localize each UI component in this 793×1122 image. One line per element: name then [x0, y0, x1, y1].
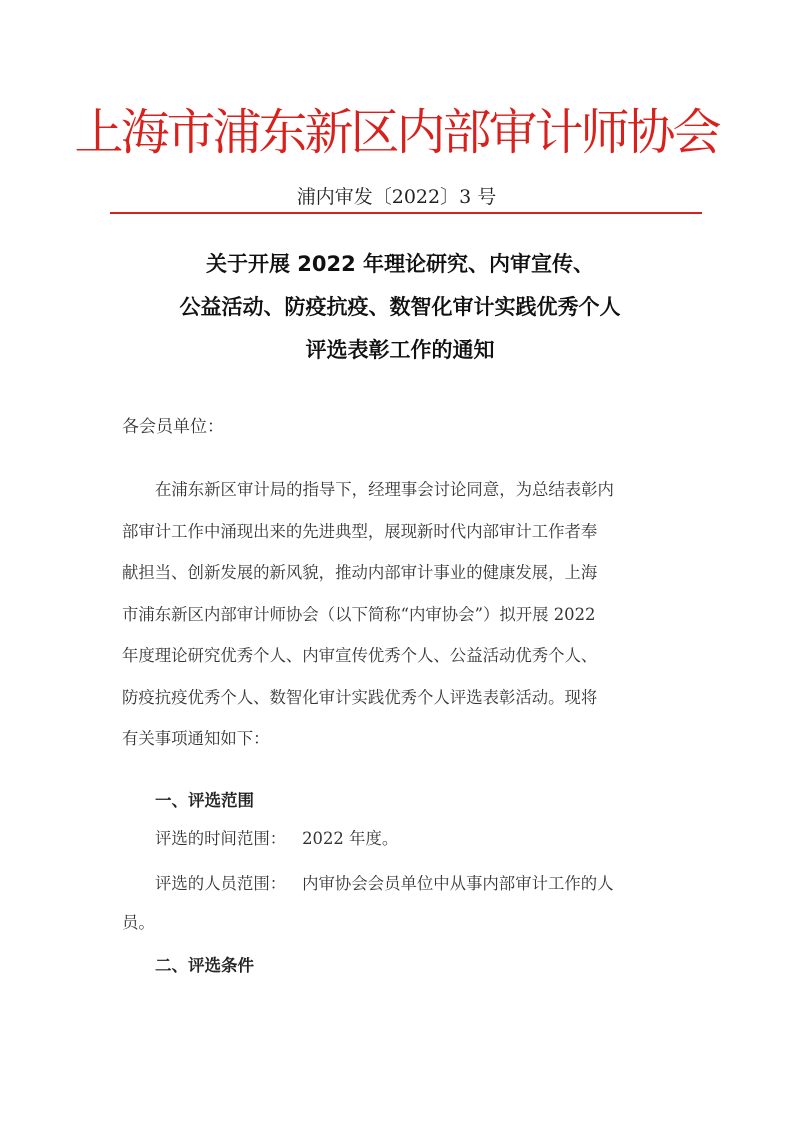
intro-line: 市浦东新区内部审计师协会（以下简称“内审协会”）拟开展 2022: [122, 604, 596, 624]
scope-people-label: 评选的人员范围：: [155, 874, 287, 893]
scope-people-value: 内审协会会员单位中从事内部审计工作的人: [302, 874, 614, 893]
notice-title-line: 评选表彰工作的通知: [305, 338, 495, 362]
scope-people-continuation: 员。: [122, 913, 155, 932]
intro-line: 在浦东新区审计局的指导下，经理事会讨论同意，为总结表彰内: [155, 480, 614, 499]
notice-title: [110, 243, 690, 372]
section-heading-scope: 一、评选范围: [155, 791, 254, 810]
intro-line: 献担当、创新发展的新风貌，推动内部审计事业的健康发展，上海: [122, 563, 598, 582]
section-heading-criteria: 二、评选条件: [155, 956, 254, 975]
scope-people-line: [155, 871, 614, 897]
intro-line: 年度理论研究优秀个人、内审宣传优秀个人、公益活动优秀个人、: [122, 646, 598, 665]
intro-line: 部审计工作中涌现出来的先进典型，展现新时代内部审计工作者奉: [122, 521, 598, 541]
document-number: 浦内审发〔2022〕3 号: [296, 186, 497, 208]
intro-paragraph: [122, 469, 676, 760]
intro-line: 有关事项通知如下：: [122, 729, 270, 748]
scope-time-line: [155, 826, 398, 852]
notice-title-line: 关于开展 2022 年理论研究、内审宣传、: [205, 252, 595, 276]
scope-time-value: 2022 年度。: [302, 829, 399, 848]
intro-line: 防疫抗疫优秀个人、数智化审计实践优秀个人评选表彰活动。现将: [122, 687, 598, 707]
letterhead-red-rule: [110, 212, 702, 214]
salutation: 各会员单位：: [122, 417, 224, 437]
scope-time-label: 评选的时间范围：: [155, 829, 287, 848]
notice-title-line: 公益活动、防疫抗疫、数智化审计实践优秀个人: [179, 295, 621, 319]
letterhead-org-name: 上海市浦东新区内部审计师协会: [74, 104, 719, 161]
